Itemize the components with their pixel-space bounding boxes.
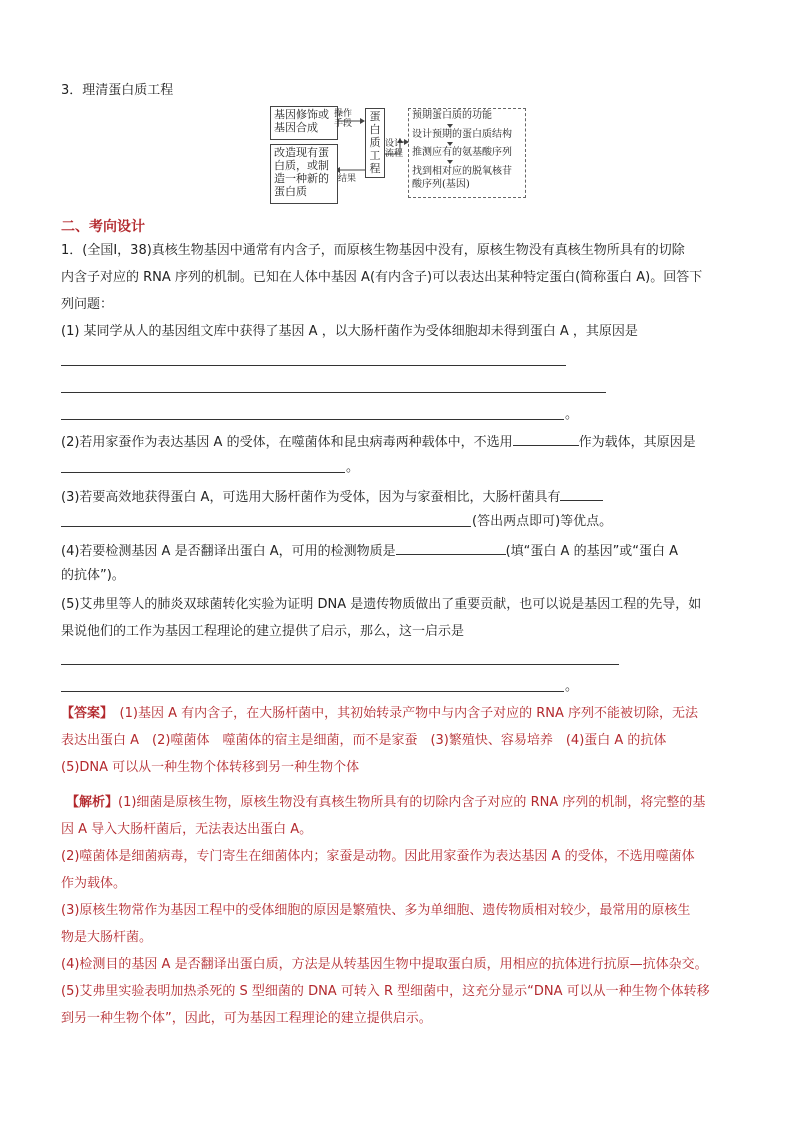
question-3-part-b: (答出两点即可)等优点。 <box>472 514 613 529</box>
question-2-part-b: 作为载体，其原因是 <box>578 435 696 450</box>
analysis-line-8: (5)艾弗里实验表明加热杀死的 S 型细菌的 DNA 可转入 R 型细菌中，这充分显示“DNA 可以从一种生物个体转移 <box>61 984 710 999</box>
analysis-text-1: (1)细菌是原核生物，原核生物没有真核生物所具有的切除内含子对应的 RNA 序列的机制，将完整的基 <box>118 795 706 810</box>
design-label <box>385 139 403 159</box>
design-label-1: 设计 <box>385 139 404 149</box>
operation-label-2: 手段 <box>334 119 353 129</box>
question-intro-line-3: 列问题： <box>61 297 114 312</box>
protein-mod-line-4: 蛋白质 <box>274 185 307 198</box>
question-1-text: (1) 某同学从人的基因组文库中获得了基因 A ，以大肠杆菌作为受体细胞却未得到蛋白 A ，其原因是 <box>61 324 638 339</box>
analysis-line-3: (2)噬菌体是细菌病毒，专门寄生在细菌体内；家蚕是动物。因此用家蚕作为表达基因 A 的受体，不选用噬菌体 <box>61 849 695 864</box>
operation-label-1: 操作 <box>334 109 353 119</box>
answer-text-1: (1)基因 A 有内含子，在大肠杆菌中，其初始转录产物中与内含子对应的 RNA 序列不能被切除，无法 <box>119 706 699 721</box>
flow-step-3: 推测应有的氨基酸序列 <box>412 147 512 158</box>
center-char-1: 蛋 <box>369 110 381 123</box>
question-intro-line-2: 内含子对应的 RNA 序列的机制。已知在人体中基因 A(有内含子)可以表达出某种特定蛋白(简称蛋白 A)。回答下 <box>61 270 703 285</box>
answer-blank-2b[interactable] <box>61 472 345 473</box>
center-char-2: 白 <box>369 123 381 136</box>
question-2-end: 。 <box>346 460 360 475</box>
design-label-2: 流程 <box>385 149 404 159</box>
answer-line-3: (5)DNA 可以从一种生物个体转移到另一种生物个体 <box>61 760 360 775</box>
question-5-text-2: 果说他们的工作为基因工程理论的建立提供了启示，那么，这一启示是 <box>61 624 465 639</box>
subsection-heading: 3．理清蛋白质工程 <box>61 83 174 98</box>
answer-line-1 <box>61 706 698 722</box>
flow-step-5: 酸序列(基因) <box>412 179 470 190</box>
answer-blank-1a[interactable] <box>61 365 566 366</box>
answer-blank-5a[interactable] <box>61 664 619 665</box>
question-4-text <box>61 541 678 560</box>
operation-label <box>334 109 352 129</box>
question-2-text <box>61 432 696 451</box>
answer-blank-1c[interactable] <box>61 419 564 420</box>
question-2-part-a: (2)若用家蚕作为表达基因 A 的受体，在噬菌体和昆虫病毒两种载体中，不选用 <box>61 435 513 450</box>
answer-blank-2a[interactable] <box>513 432 579 446</box>
question-intro-line-1: 1．(全国Ⅰ，38)真核生物基因中通常有内含子，而原核生物基因中没有，原核生物没有真核生物所具有的切除 <box>61 243 685 258</box>
protein-mod-line-1: 改造现有蛋 <box>274 146 329 159</box>
result-label: 结果 <box>338 174 357 184</box>
question-4-text-cont: 的抗体”)。 <box>61 568 125 583</box>
gene-modification-box <box>270 106 338 140</box>
analysis-line-9: 到另一种生物个体”，因此，可为基因工程理论的建立提供启示。 <box>61 1011 432 1026</box>
question-4-part-b: (填“蛋白 A 的基因”或“蛋白 A <box>505 544 679 559</box>
analysis-line-6: 物是大肠杆菌。 <box>61 930 153 945</box>
question-3-part-a: (3)若要高效地获得蛋白 A，可选用大肠杆菌作为受体，因为与家蚕相比，大肠杆菌具有 <box>61 490 561 505</box>
protein-mod-line-2: 白质，或制 <box>274 159 329 172</box>
analysis-line-4: 作为载体。 <box>61 876 127 891</box>
analysis-line-1 <box>66 795 705 811</box>
section-title: 二、考向设计 <box>61 219 145 235</box>
protein-engineering-diagram <box>268 104 528 204</box>
protein-modification-box <box>270 144 338 204</box>
answer-blank-1b[interactable] <box>61 392 606 393</box>
flow-step-1: 预期蛋白质的功能 <box>412 110 492 121</box>
answer-blank-3a[interactable] <box>560 487 603 501</box>
analysis-line-2: 因 A 导入大肠杆菌后，无法表达出蛋白 A。 <box>61 822 313 837</box>
question-3-text <box>61 487 603 506</box>
answer-line-2: 表达出蛋白 A (2)噬菌体 噬菌体的宿主是细菌，而不是家蚕 (3)繁殖快、容易培养 (4)蛋白 A 的抗体 <box>61 733 667 748</box>
center-char-3: 质 <box>369 136 381 149</box>
analysis-line-5: (3)原核生物常作为基因工程中的受体细胞的原因是繁殖快、多为单细胞、遗传物质相对较少，最常用的原核生 <box>61 903 691 918</box>
flow-step-4: 找到相对应的脱氧核苷 <box>412 166 512 177</box>
protein-mod-line-3: 造一种新的 <box>274 172 329 185</box>
gene-modification-line-2: 基因合成 <box>274 121 318 134</box>
answer-blank-5b[interactable] <box>61 691 564 692</box>
gene-modification-line-1: 基因修饰或 <box>274 108 329 121</box>
question-4-part-a: (4)若要检测基因 A 是否翻译出蛋白 A，可用的检测物质是 <box>61 544 396 559</box>
protein-engineering-box <box>365 108 385 178</box>
analysis-line-7: (4)检测目的基因 A 是否翻译出蛋白质，方法是从转基因生物中提取蛋白质，用相应的抗体进行抗原—抗体杂交。 <box>61 957 708 972</box>
flow-step-2: 设计预期的蛋白质结构 <box>412 129 512 140</box>
question-5-text-1: (5)艾弗里等人的肺炎双球菌转化实验为证明 DNA 是遗传物质做出了重要贡献，也可以说是基因工程的先导，如 <box>61 597 702 612</box>
answer-tag: 【答案】 <box>61 706 107 721</box>
center-char-4: 工 <box>369 149 381 162</box>
question-1-end: 。 <box>565 407 579 422</box>
question-5-end: 。 <box>565 679 579 694</box>
analysis-tag: 【解析】 <box>66 795 119 810</box>
answer-blank-3b[interactable] <box>61 526 471 527</box>
answer-blank-4[interactable] <box>396 541 506 555</box>
center-char-5: 程 <box>369 162 381 175</box>
